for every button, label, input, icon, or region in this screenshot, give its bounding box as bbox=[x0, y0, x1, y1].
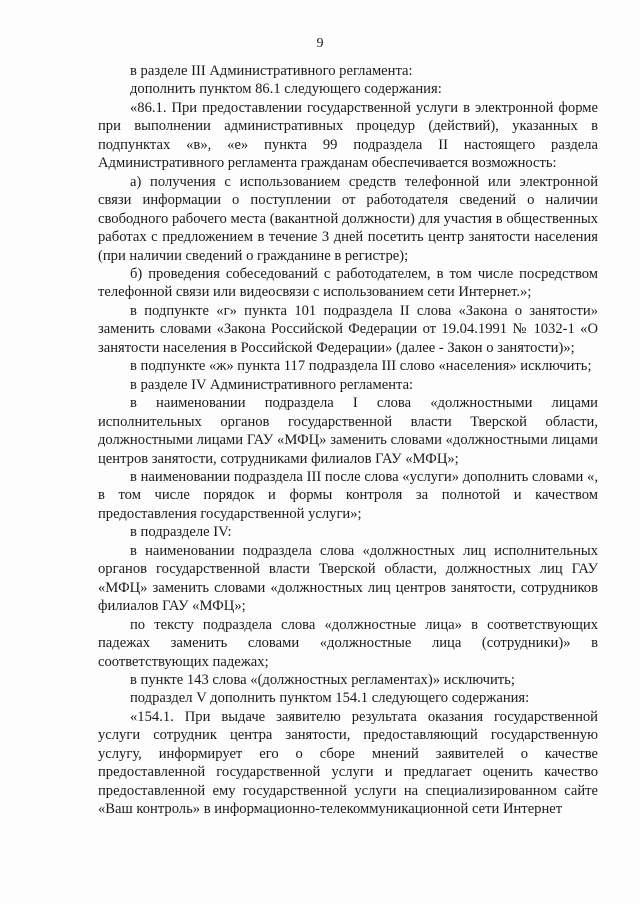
paragraph: в разделе III Административного регламента: bbox=[130, 63, 413, 79]
paragraph: а) получения с использованием средств телефонной или электронной связи информации о поступлении от работодателя сведений о наличии свободного рабочего места (вакантной должности) для участия в общественных работах с предложением в течение 3 дней посетить центр занятости населения (при наличии сведений о гражданине в регистре); bbox=[98, 173, 598, 264]
paragraph: дополнить пунктом 86.1 следующего содержания: bbox=[130, 81, 442, 98]
paragraph: в подразделе IV: bbox=[130, 524, 232, 541]
paragraph: в пункте 143 слова «(должностных регламентах)» исключить; bbox=[130, 671, 515, 688]
paragraph: в подпункте «ж» пункта 117 подраздела III слово «населения» исключить; bbox=[130, 358, 592, 375]
paragraph: в наименовании подраздела слова «должностных лиц исполнительных органов государственной власти Тверской области, должностных лиц ГАУ «МФЦ» заменить словами «должностных лиц центров занятости, сотрудников филиалов ГАУ «МФЦ»; bbox=[98, 542, 598, 615]
paragraph: подраздел V дополнить пунктом 154.1 следующего содержания: bbox=[130, 690, 530, 707]
document-body bbox=[98, 62, 598, 819]
paragraph: в наименовании подраздела I слова «должностными лицами исполнительных органов государственной власти Тверской области, должностными лицами ГАУ «МФЦ» заменить словами «должностными лицами центров занятости, сотрудниками филиалов ГАУ «МФЦ»; bbox=[98, 395, 598, 467]
paragraph: в подпункте «г» пункта 101 подраздела II слова «Закона о занятости» заменить словами «Закона Российской Федерации от 19.04.1991 № 1032-1 «О занятости населения в Российской Федерации» (далее - Закон о занятости)»; bbox=[98, 302, 598, 356]
paragraph: в наименовании подраздела III после слова «услуги» дополнить словами «, в том числе порядок и формы контроля за полнотой и качеством предоставления государственной услуги»; bbox=[98, 468, 598, 522]
paragraph: «86.1. При предоставлении государственной услуги в электронной форме при выполнении административных процедур (действий), указанных в подпунктах «в», «е» пункта 99 подраздела II настоящего раздела Административного регламента гражданам обеспечивается возможность: bbox=[98, 99, 598, 172]
paragraph: в разделе IV Административного регламента: bbox=[130, 376, 414, 393]
paragraph: по тексту подраздела слова «должностные лица» в соответствующих падежах заменить словами «должностные лица (сотрудники)» в соответствующих падежах; bbox=[98, 616, 598, 670]
page-number: 9 bbox=[316, 36, 324, 51]
paragraph: б) проведения собеседований с работодателем, в том числе посредством телефонной связи или видеосвязи с использованием сети Интернет.»; bbox=[98, 265, 598, 301]
paragraph: «154.1. При выдаче заявителю результата оказания государственной услуги сотрудник центра занятости, предоставляющий государственную услугу, информирует его о сборе мнений заявителей о качестве предоставленной государственной услуги и предлагает оценить качество предоставленной ему государственной услуги на специализированном сайте «Ваш контроль» в информационно-телекоммуникационной сети Интернет bbox=[98, 708, 598, 818]
